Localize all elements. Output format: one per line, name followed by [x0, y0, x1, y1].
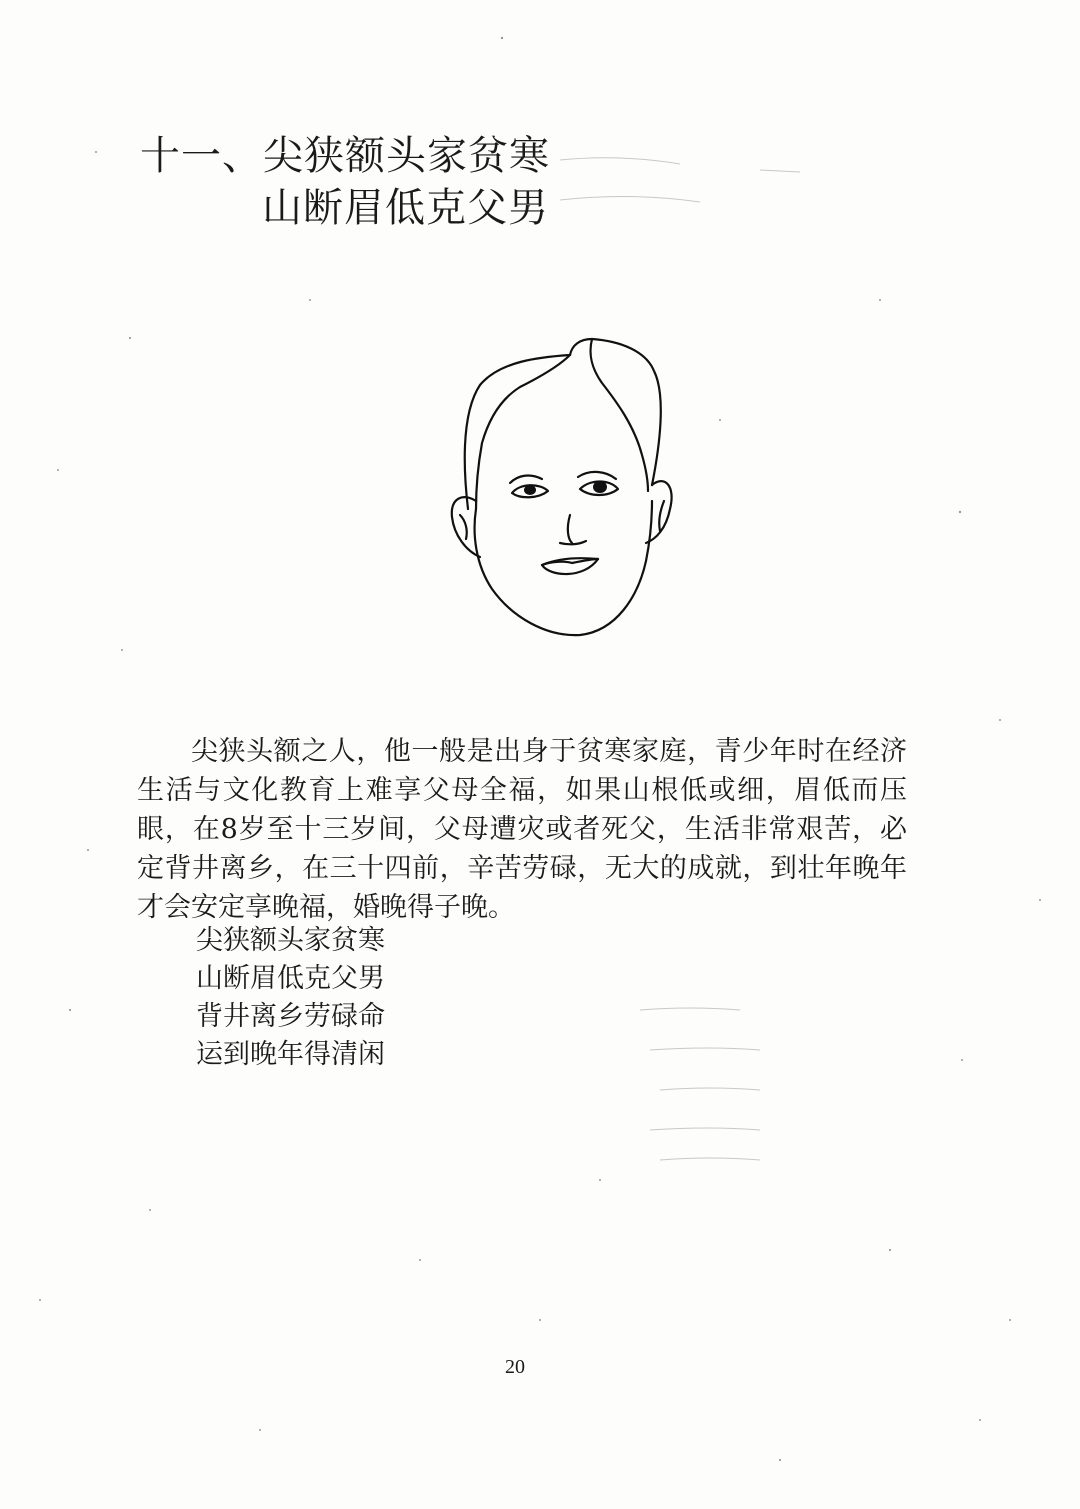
- verse-line: 山断眉低克父男: [196, 963, 385, 994]
- page-number: 20: [505, 1356, 525, 1378]
- body-paragraph: 尖狭头额之人，他一般是出身于贫寒家庭，青少年时在经济生活与文化教育上难享父母全福，如果山根低或细，眉低而压眼，在8岁至十三岁间，父母遭灾或者死父，生活非常艰苦，必定背井离乡，在三十四前，辛苦劳碌，无大的成就，到壮年晚年才会安定享晚福，婚晚得子晚。: [137, 736, 907, 923]
- verse-line: 运到晚年得清闲: [196, 1039, 385, 1070]
- chapter-heading: [140, 130, 550, 234]
- verse-block: [196, 922, 385, 1074]
- face-sketch-icon: [420, 325, 680, 655]
- verse-line: 背井离乡劳碌命: [196, 1001, 385, 1032]
- heading-line-2: 山断眉低克父男: [262, 185, 549, 231]
- heading-line-1: 十一、尖狭额头家贫寒: [140, 133, 550, 179]
- verse-line: 尖狭额头家贫寒: [196, 925, 385, 956]
